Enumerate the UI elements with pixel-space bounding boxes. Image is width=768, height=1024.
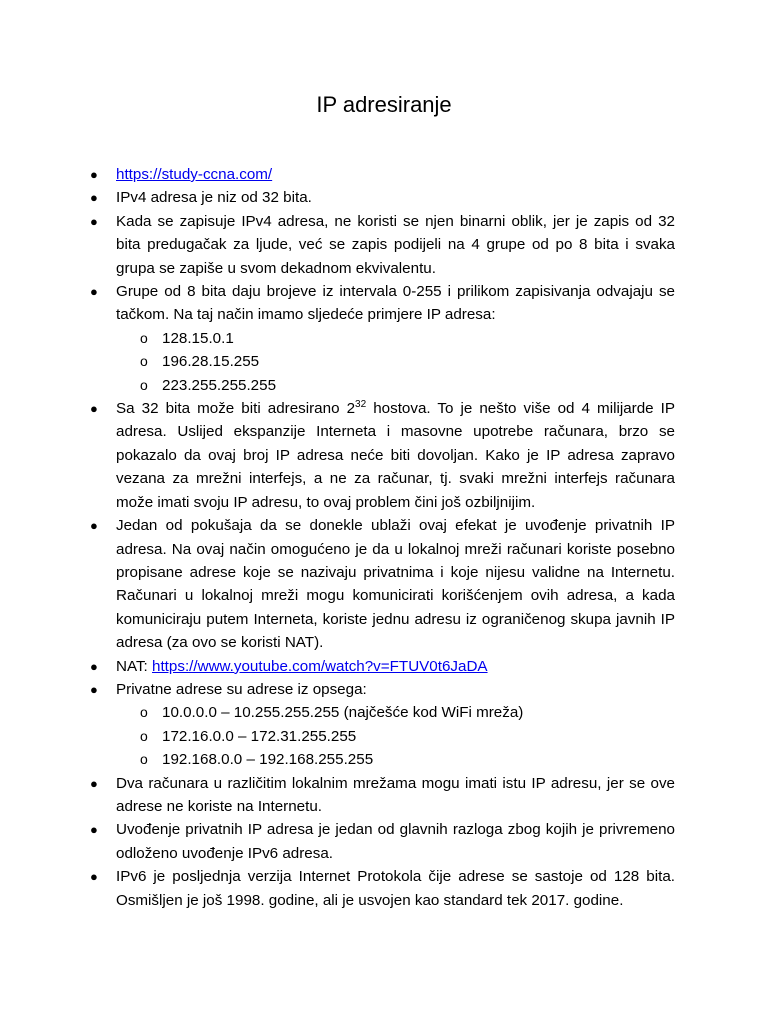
sub-list-item xyxy=(90,748,675,771)
bullet-icon: ● xyxy=(90,190,98,206)
item-text: Kada se zapisuje IPv4 adresa, ne koristi se njen binarni oblik, jer je zapis od 32 bita predugačak za ljude, već se zapis podijeli na 4 grupe od po 8 bita i svaka grupa se zapiše u svom dekadnom ekvivalentu. xyxy=(116,212,675,277)
circle-bullet-icon: o xyxy=(140,329,148,346)
youtube-link[interactable]: https://www.youtube.com/watch?v=FTUV0t6JaDA xyxy=(152,657,488,675)
item-text-part: hostova. To je nešto više od 4 milijarde IP adresa. Uslijed ekspanzije Interneta i masovne upotrebe računara, brzo se pokazalo da ovaj broj IP adresa neće biti dovoljan. Kako je IP adresa zapravo vezana za mrežni interfejs, a ne za računar, tj. svaki mrežni interfejs računara može imati svoju IP adresu, to ovaj problem čini još ozbiljnijim. xyxy=(116,400,675,511)
bullet-icon: ● xyxy=(90,213,98,229)
bullet-icon: ● xyxy=(90,775,98,791)
circle-bullet-icon: o xyxy=(140,704,148,721)
sub-list-item xyxy=(90,374,675,397)
item-text-part: Sa 32 bita može biti adresirano 2 xyxy=(116,400,356,418)
circle-bullet-icon: o xyxy=(140,751,148,768)
item-text: IPv6 je posljednja verzija Internet Protokola čije adrese se sastoje od 128 bita. Osmišljen je još 1998. godine, ali je usvojen kao standard tek 2017. godine. xyxy=(116,868,675,909)
bullet-icon: ● xyxy=(90,518,98,534)
sub-item-text: 10.0.0.0 – 10.255.255.255 (najčešće kod WiFi mreža) xyxy=(162,704,524,722)
list-item-study-ccna xyxy=(90,163,675,186)
sub-list-item xyxy=(90,701,675,724)
list-item xyxy=(90,186,675,209)
sub-item-text: 128.15.0.1 xyxy=(162,329,234,347)
list-item xyxy=(90,514,675,654)
item-text: Dva računara u različitim lokalnim mrežama mogu imati istu IP adresu, jer se ove adrese ne koriste na Internetu. xyxy=(116,774,675,815)
bullet-icon: ● xyxy=(90,167,98,182)
bullet-icon: ● xyxy=(90,284,98,300)
bullet-icon: ● xyxy=(90,822,98,838)
nat-label: NAT: xyxy=(116,657,153,675)
circle-bullet-icon: o xyxy=(140,376,148,393)
item-text: Grupe od 8 bita daju brojeve iz intervala 0-255 i prilikom zapisivanja odvajaju se tačkom. Na taj način imamo sljedeće primjere IP adresa: xyxy=(116,283,675,324)
bullet-icon: ● xyxy=(90,401,98,417)
item-text: Uvođenje privatnih IP adresa je jedan od glavnih razloga zbog kojih je privremeno odloženo uvođenje IPv6 adresa. xyxy=(116,821,675,862)
sub-item-text: 192.168.0.0 – 192.168.255.255 xyxy=(162,751,374,769)
list-item xyxy=(90,818,675,865)
item-text xyxy=(116,397,675,514)
circle-bullet-icon: o xyxy=(140,727,148,744)
item-text: Jedan od pokušaja da se donekle ublaži ovaj efekat je uvođenje privatnih IP adresa. Na ovaj način omogućeno je da u lokalnoj mreži računari koriste posebno propisane adrese koje se nazivaju privatnima i koje nijesu validne na Internetu. Računari u lokalnoj mreži mogu komunicirati korišćenjem ovih adresa, a kada komuniciraju putem Interneta, koriste jednu adresu iz ograničenog skupa javnih IP adresa (za ovo se koristi NAT). xyxy=(116,517,675,652)
circle-bullet-icon: o xyxy=(140,353,148,370)
sub-item-text: 196.28.15.255 xyxy=(162,353,260,371)
list-item-nat xyxy=(90,655,675,678)
sub-item-text: 223.255.255.255 xyxy=(162,376,277,394)
list-item xyxy=(90,280,675,327)
sub-item-text: 172.16.0.0 – 172.31.255.255 xyxy=(162,727,357,745)
sub-list-item xyxy=(90,350,675,373)
bullet-icon: ● xyxy=(90,681,98,697)
bullet-icon: ● xyxy=(90,658,98,674)
list-item xyxy=(90,772,675,819)
list-item xyxy=(90,678,675,701)
list-item xyxy=(90,865,675,912)
page-title: IP adresiranje xyxy=(316,92,452,117)
item-text: IPv4 adresa je niz od 32 bita. xyxy=(116,189,312,207)
sub-list-item xyxy=(90,327,675,350)
bullet-list xyxy=(90,163,675,912)
list-item xyxy=(90,210,675,280)
item-text: Privatne adrese su adrese iz opsega: xyxy=(116,680,367,698)
exponent: 32 xyxy=(355,399,367,410)
bullet-icon: ● xyxy=(90,869,98,885)
list-item xyxy=(90,397,675,514)
study-ccna-link[interactable]: https://study-ccna.com/ xyxy=(116,166,273,183)
sub-list-item xyxy=(90,725,675,748)
